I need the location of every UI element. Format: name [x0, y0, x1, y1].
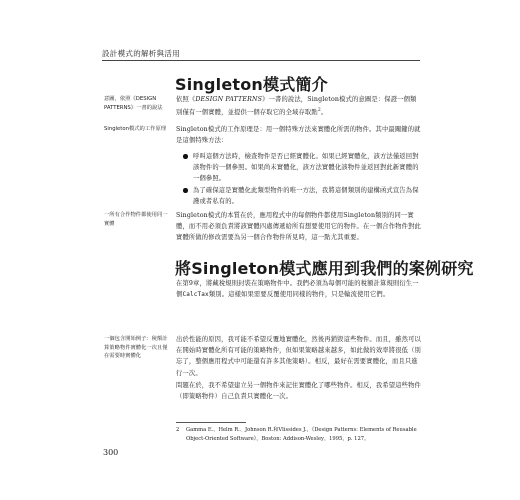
paragraph-essence: Singleton模式的本質在於，應用程式中的每個物件都使用Singleton類別的同一實體，而不用必須負責將該實體四處傳遞給所有想要使用它的物件。在一個合作物件對此實體所做的修改需要為另一個合作物件所見時，這一點尤其重要。 — [176, 212, 421, 242]
p4-text-b: 類別。這樣如果需要反覆使用同樣的物件，只是輪流使用它們。 — [208, 291, 390, 299]
sidenote-how-it-works: Singleton模式的工作原理 — [104, 126, 167, 132]
p1-text-a: 依照《 — [176, 96, 196, 103]
p1-text-b: 》一書的說法，Singleton模式的意圖是：保證一個類別僅有一個實體，並提供一個存取它的全域存取點 — [176, 96, 417, 117]
p1-text-c: 。 — [320, 109, 328, 117]
bullet-text: 呼叫這個方法時，檢查物件是否已經實體化。如果已經實體化，該方法僅返回對該物件的一個參照。如果尚未實體化，該方法實體化該物件並返回對此新實體的一個參照。 — [193, 153, 419, 183]
footnote-text: Gamma E.、Helm R.、Johnson R.和Vlissides J.，《Design Patterns: Elements of Reusable Object-Oriented Software》，Boston: Addison-Wesley，1995，p. 127。 — [186, 427, 417, 442]
running-head: 設計模式的解析與活用 — [102, 49, 180, 58]
sidenote-shared-instance: 一所有合作物件都使用同一實體 — [104, 212, 168, 227]
paragraph-intent — [176, 94, 422, 119]
bullet-item — [183, 185, 421, 207]
header-rule — [102, 60, 420, 61]
paragraph-how-it-works: Singleton模式的工作原理是：用一個特殊方法來實體化所需的物件。其中最關鍵的就是這個特殊方法： — [176, 126, 421, 145]
sidenote-intent: 意圖，依照《DESIGN PATTERNS》一書的說法 — [104, 96, 163, 111]
p4-text-a: 在第9章，將藏稅規則封裝在策略物件中。我們必須為每個可能的稅額計算規則衍生一個 — [176, 280, 419, 299]
bullet-icon — [183, 154, 188, 159]
paragraph-performance: 出於性能的原因，我可能不希望反覆地實體化，然後再銷毀這些物件。而且，雖然可以在開始時實體化所有可能的策略物件，但如果策略越來越多，如此做的效率將很低（別忘了，整個應用程式中可能還有許多其他策略）。相反，最好在需要實體化，而且只進行一次。 — [176, 336, 421, 377]
paragraph-problem: 問題在於，我不希望建立另一個物件來記住實體化了哪些物件。相反，我希望這些物件（即策略物件）自己負責只實體化一次。 — [176, 382, 421, 401]
bullet-icon — [183, 188, 188, 193]
sidenote-example: 一個包含開始例子：稅額計算策略物件實體化一次且僅在需要時實體化 — [104, 336, 168, 360]
page-number: 300 — [103, 448, 119, 457]
section-heading-case-study: 將Singleton模式應用到我們的案例研究 — [175, 259, 474, 278]
footnote-ref: 2 — [317, 108, 321, 114]
class-name-code: CalcTax — [182, 291, 209, 299]
footnote-number: 2 — [176, 427, 180, 433]
section-heading-intro: Singleton模式簡介 — [175, 75, 328, 94]
footnote-rule — [176, 422, 246, 423]
paragraph-chapter9 — [176, 278, 422, 300]
book-title: DESIGN PATTERNS — [195, 96, 263, 103]
bullet-text: 為了確保這是實體化此類型物件的唯一方法，我將這個類別的建構函式宣告為保護或者私有的。 — [193, 187, 419, 206]
footnote — [176, 426, 426, 444]
bullet-item — [183, 151, 421, 185]
